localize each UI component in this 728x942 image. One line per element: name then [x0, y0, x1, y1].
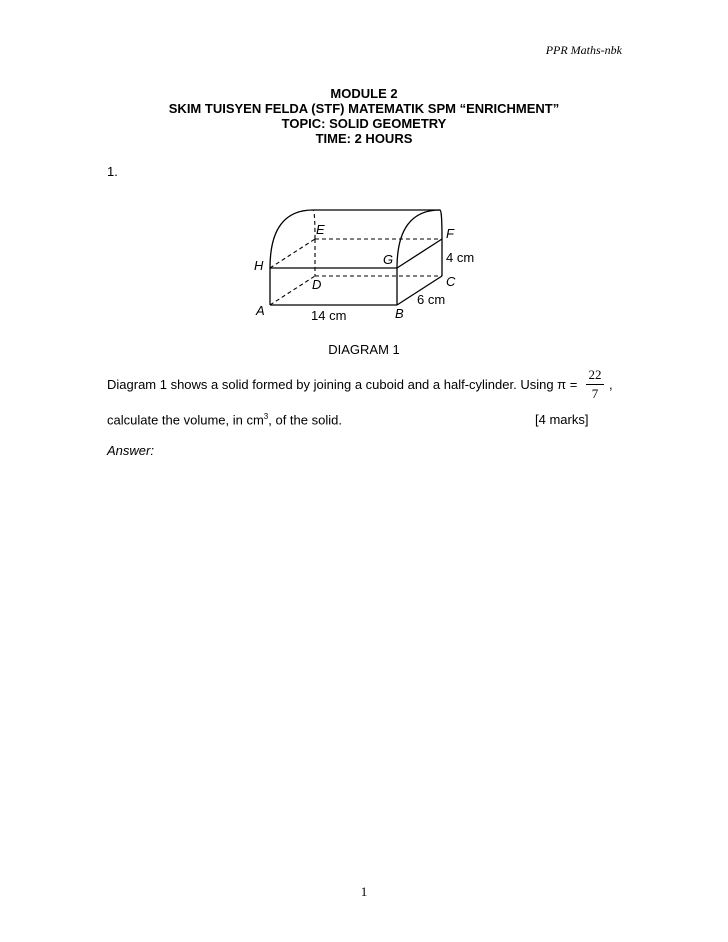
label-B: B	[395, 306, 404, 321]
hidden-edge-HE	[270, 239, 315, 268]
pi-fraction	[586, 368, 604, 401]
fraction-bar	[586, 384, 604, 385]
diagram-caption: DIAGRAM 1	[328, 342, 400, 357]
label-F: F	[446, 226, 454, 241]
solid-diagram	[250, 204, 490, 330]
hidden-edge-AD	[270, 276, 315, 305]
label-H: H	[254, 258, 264, 273]
program-title: SKIM TUISYEN FELDA (STF) MATEMATIK SPM “ENRICHMENT”	[168, 101, 560, 116]
label-A: A	[256, 303, 265, 318]
pi-numerator: 22	[588, 367, 602, 382]
label-E: E	[316, 222, 325, 237]
question-text-line1: Diagram 1 shows a solid formed by joining a cuboid and a half-cylinder. Using π =	[107, 377, 578, 392]
label-C: C	[446, 274, 456, 289]
dimension-width: 6 cm	[417, 292, 446, 307]
arc-front-left	[270, 210, 313, 268]
header-source: PPR Maths-nbk	[545, 43, 622, 57]
arc-front-right	[397, 210, 440, 268]
time-title: TIME: 2 HOURS	[315, 131, 413, 146]
line2-before-unit: calculate the volume, in cm	[107, 412, 264, 428]
pi-denominator: 7	[591, 386, 599, 401]
solid-diagram-svg	[250, 204, 490, 330]
marks-label: [4 marks]	[535, 412, 589, 427]
topic-title: TOPIC: SOLID GEOMETRY	[281, 116, 447, 131]
question-text-line2	[107, 412, 342, 427]
question-number: 1.	[107, 164, 118, 179]
edge-GF	[397, 239, 442, 268]
dimension-length: 14 cm	[311, 308, 347, 323]
unit-power: 3	[263, 412, 269, 421]
title-block	[0, 86, 728, 146]
hidden-arc-back	[313, 210, 315, 239]
dimension-height: 4 cm	[446, 250, 475, 265]
line2-after-unit: , of the solid.	[268, 412, 342, 428]
label-D: D	[312, 277, 322, 292]
module-title: MODULE 2	[330, 86, 398, 101]
fraction-comma: ,	[609, 377, 613, 392]
arc-back-right	[440, 210, 442, 239]
answer-label: Answer:	[107, 443, 154, 458]
page-number: 1	[360, 884, 368, 899]
label-G: G	[383, 252, 394, 267]
